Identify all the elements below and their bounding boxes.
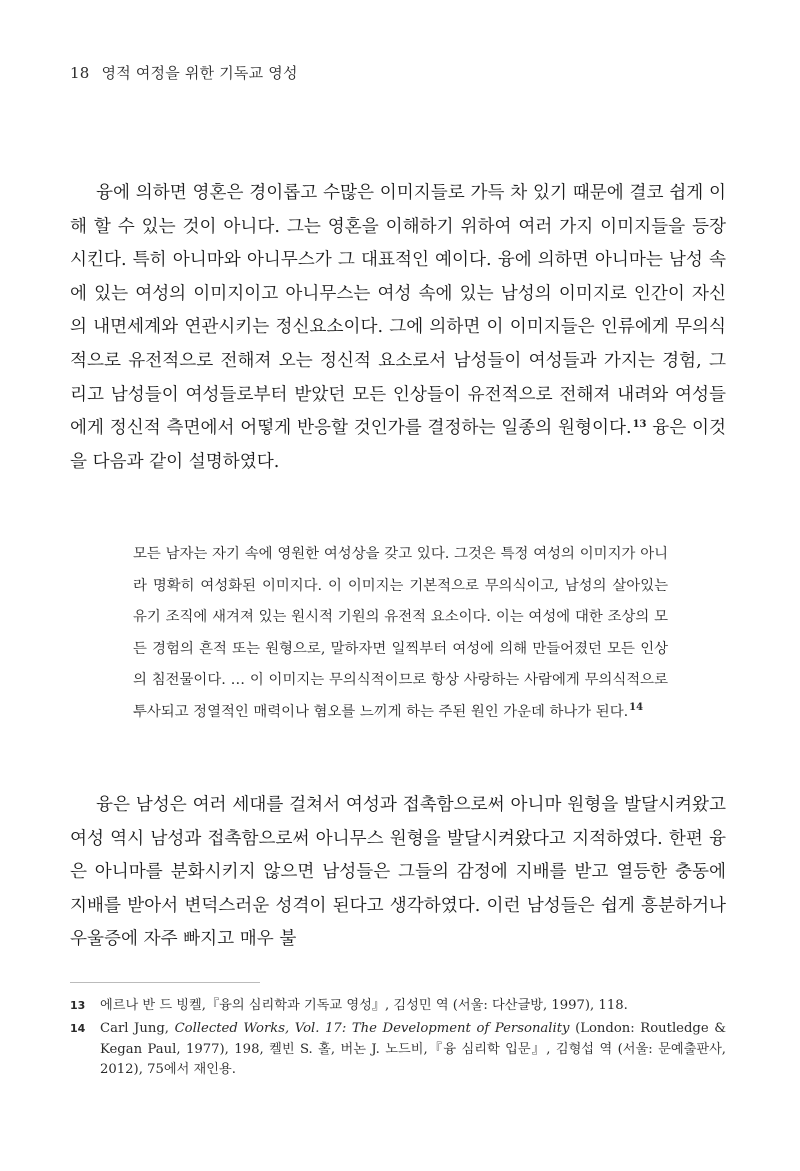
- paragraph-2-text: 융은 남성은 여러 세대를 걸쳐서 여성과 접촉함으로써 아니마 원형을 발달시켜왔고 여성 역시 남성과 접촉함으로써 아니무스 원형을 발달시켜왔다고 지적하였다. 한편 융은 아니마를 분화시키지 않으면 남성들은 그들의 감정에 지배를 받고 열등한 충동에 지배를 받아서 변덕스러운 성격이 된다고 생각하였다. 이런 남성들은 쉽게 흥분하거나 우울증에 자주 빠지고 매우 불: [70, 795, 726, 950]
- footnote-number: 14: [70, 1022, 86, 1035]
- footnote-text-after: (London: Routledge & Kegan Paul, 1977), 198, 켈빈 S. 홀, 버논 J. 노드비,『융 심리학 입문』, 김형섭 역 (서울: 문예출판사, 2012), 75에서 재인용.: [100, 1021, 727, 1077]
- footnote-number: 13: [70, 999, 86, 1012]
- footnote-text: 에르나 반 드 빙켈,『융의 심리학과 기독교 영성』, 김성민 역 (서울: 다산글방, 1997), 118.: [100, 998, 628, 1013]
- book-title: 영적 여정을 위한 기독교 영성: [101, 64, 298, 82]
- footnote-ref-13[interactable]: 13: [632, 419, 647, 431]
- running-head: [70, 62, 298, 83]
- paragraph-1-text-after: 융은 이것을 다음과 같이 설명하였다.: [70, 418, 727, 472]
- footnote-book-title: Collected Works, Vol. 17: The Development of Personality: [174, 1021, 570, 1036]
- footnote-ref-14[interactable]: 14: [629, 701, 644, 713]
- footnote-text-before: Carl Jung,: [100, 1021, 175, 1036]
- footnote-divider: [70, 982, 260, 983]
- paragraph-1-text: 융에 의하면 영혼은 경이롭고 수많은 이미지들로 가득 차 있기 때문에 결코 쉽게 이해 할 수 있는 것이 아니다. 그는 영혼을 이해하기 위하여 여러 가지 이미지들을 등장시킨다. 특히 아니마와 아니무스가 그 대표적인 예이다. 융에 의하면 아니마는 남성 속에 있는 여성의 이미지이고 아니무스는 여성 속에 있는 남성의 이미지로 인간이 자신의 내면세계와 연관시키는 정신요소이다. 그에 의하면 이 이미지들은 인류에게 무의식적으로 유전적으로 전해져 오는 정신적 요소로서 남성들이 여성들과 가지는 경험, 그리고 남성들이 여성들로부터 받았던 모든 인상들이 유전적으로 전해져 내려와 여성들에게 정신적 측면에서 어떻게 반응할 것인가를 결정하는 일종의 원형이다.: [70, 183, 726, 439]
- block-quote: [133, 539, 668, 729]
- block-quote-text: 모든 남자는 자기 속에 영원한 여성상을 갖고 있다. 그것은 특정 여성의 이미지가 아니라 명확히 여성화된 이미지다. 이 이미지는 기본적으로 무의식이고, 남성의 살아있는 유기 조직에 새겨져 있는 원시적 기원의 유전적 요소이다. 이는 여성에 대한 조상의 모든 경험의 흔적 또는 원형으로, 말하자면 일찍부터 여성에 의해 만들어졌던 모든 인상의 침전물이다. … 이 이미지는 무의식적이므로 항상 사랑하는 사람에게 무의식적으로 투사되고 정열적인 매력이나 혐오를 느끼게 하는 주된 원인 가운데 하나가 된다.: [133, 546, 668, 720]
- page-number: 18: [70, 64, 90, 82]
- footnote-13: [70, 996, 726, 1017]
- footnote-text: [100, 1019, 726, 1081]
- footnote-14: [70, 1019, 726, 1081]
- body-paragraph-1: [70, 177, 726, 479]
- body-paragraph-2: [70, 789, 726, 957]
